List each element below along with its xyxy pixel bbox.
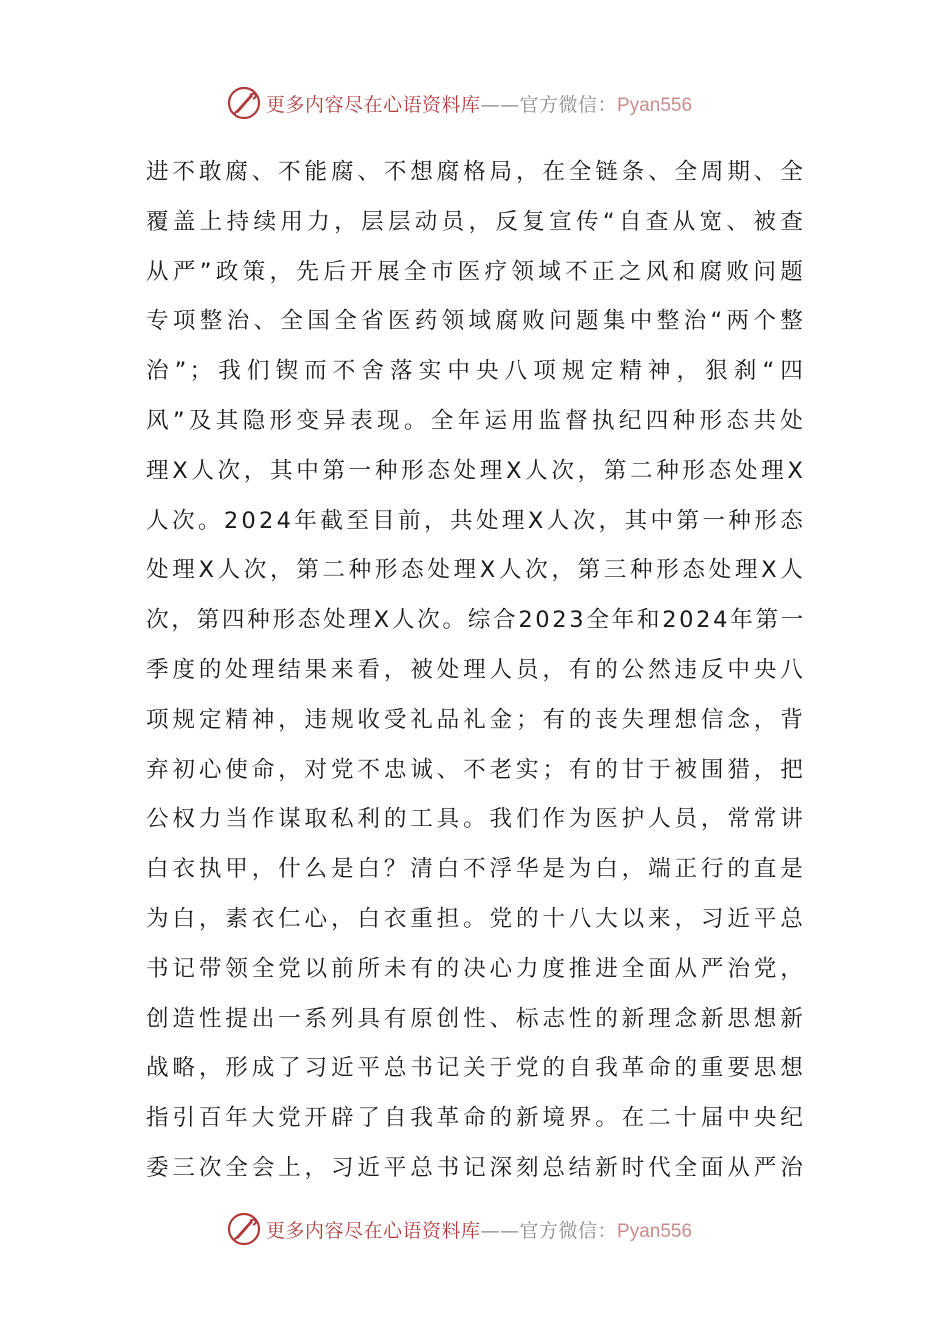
body-line: 风”及其隐形变异表现。全年运用监督执纪四种形态共处 (146, 407, 806, 434)
body-text (146, 148, 806, 1194)
body-line: 次，第四种形态处理X人次。综合2023全年和2024年第一 (146, 607, 806, 634)
body-line: 从严”政策，先后开展全市医疗领域不正之风和腐败问题 (146, 258, 806, 285)
quill-logo-icon (226, 1211, 262, 1247)
body-line: 季度的处理结果来看，被处理人员，有的公然违反中央八 (146, 656, 806, 683)
body-line: 专项整治、全国全省医药领域腐败问题集中整治“两个整 (146, 308, 806, 335)
body-line: 委三次全会上，习近平总书记深刻总结新时代全面从严治 (146, 1154, 806, 1181)
body-line: 战略，形成了习近平总书记关于党的自我革命的重要思想 (146, 1055, 806, 1082)
body-line: 覆盖上持续用力，层层动员，反复宣传“自查从宽、被查 (146, 208, 806, 235)
body-line: 白衣执甲，什么是白？清白不浮华是为白，端正行的直是 (146, 856, 806, 883)
body-line: 治”；我们锲而不舍落实中央八项规定精神，狠刹“四 (146, 358, 806, 385)
header-wechat-label: 官方微信： (519, 93, 618, 116)
body-line: 处理X人次，第二种形态处理X人次，第三种形态处理X人 (146, 557, 806, 584)
body-line: 理X人次，其中第一种形态处理X人次，第二种形态处理X (146, 457, 806, 484)
header-wechat-id: Pyan556 (617, 94, 693, 116)
footer-site-name: 更多内容尽在心语资料库 (266, 1219, 481, 1242)
body-line: 项规定精神，违规收受礼品礼金；有的丧失理想信念，背 (146, 706, 806, 733)
body-line: 公权力当作谋取私利的工具。我们作为医护人员，常常讲 (146, 806, 806, 833)
body-line: 为白，素衣仁心，白衣重担。党的十八大以来，习近平总 (146, 905, 806, 932)
body-line: 指引百年大党开辟了自我革命的新境界。在二十届中央纪 (146, 1105, 806, 1132)
body-line: 书记带领全党以前所未有的决心力度推进全面从严治党， (146, 955, 806, 982)
header-dash: —— (480, 93, 520, 116)
footer-wechat-id: Pyan556 (617, 1220, 693, 1242)
footer-banner-text (266, 1216, 692, 1243)
header-banner (226, 83, 746, 123)
body-line: 进不敢腐、不能腐、不想腐格局，在全链条、全周期、全 (146, 159, 806, 185)
quill-logo-icon (226, 85, 262, 121)
body-line: 弃初心使命，对党不忠诚、不老实；有的甘于被围猎，把 (146, 756, 806, 783)
footer-wechat-label: 官方微信： (519, 1219, 618, 1242)
footer-banner (226, 1209, 746, 1249)
header-site-name: 更多内容尽在心语资料库 (266, 93, 481, 116)
footer-dash: —— (480, 1219, 520, 1242)
body-line: 人次。2024年截至目前，共处理X人次，其中第一种形态 (146, 507, 806, 534)
body-line: 创造性提出一系列具有原创性、标志性的新理念新思想新 (146, 1005, 806, 1032)
header-banner-text (266, 90, 692, 117)
